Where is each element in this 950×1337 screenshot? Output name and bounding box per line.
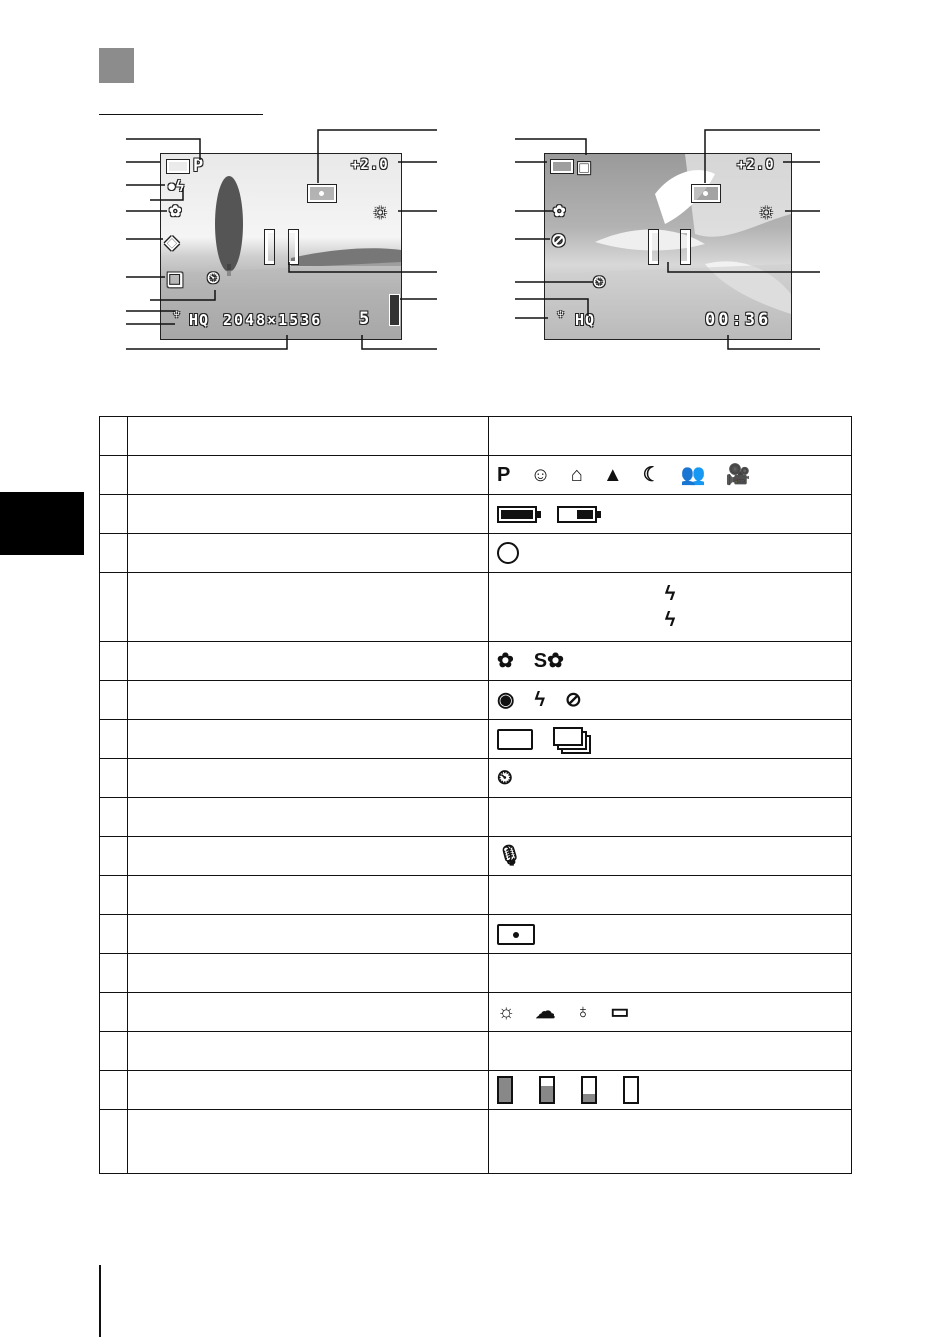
- item-name-cell: [128, 642, 489, 681]
- item-name-cell: [128, 759, 489, 798]
- memory-gauge-2-icon: [581, 1076, 597, 1104]
- item-name-cell: [128, 915, 489, 954]
- indication-cell: [489, 642, 852, 681]
- indication-cell: [489, 1110, 852, 1174]
- table-row: [100, 534, 852, 573]
- callout-leaders: [0, 0, 950, 400]
- item-number-cell: [100, 534, 128, 573]
- table-row: [100, 456, 852, 495]
- item-name-cell: [128, 876, 489, 915]
- table-row: [100, 642, 852, 681]
- table-row: [100, 798, 852, 837]
- indication-cell: [489, 759, 852, 798]
- table-row: [100, 993, 852, 1032]
- table-row: [100, 1032, 852, 1071]
- item-number-cell: [100, 642, 128, 681]
- indication-cell: [489, 534, 852, 573]
- record-quality: HQ: [189, 311, 210, 329]
- indication-cell: [489, 573, 852, 642]
- indication-cell: [489, 1071, 852, 1110]
- indication-icons: [497, 1002, 843, 1022]
- item-number-cell: [100, 720, 128, 759]
- indication-cell: [489, 456, 852, 495]
- memory-gauge-full-icon: [497, 1076, 513, 1104]
- portrait-icon: ☺: [530, 464, 551, 486]
- spot-metering-icon: [308, 185, 336, 202]
- self-timer-icon: ⏲: [207, 270, 220, 287]
- item-name-cell: [128, 456, 489, 495]
- macro-icon: ✿: [553, 203, 566, 220]
- item-name-cell: [128, 417, 489, 456]
- item-name-cell: [128, 534, 489, 573]
- item-name-cell: [128, 798, 489, 837]
- sunny-icon: ☼: [497, 1001, 516, 1023]
- super-macro-icon: S✿: [533, 650, 564, 672]
- indication-cell: [489, 954, 852, 993]
- battery-icon: [551, 160, 573, 178]
- self-timer-icon: ⏲: [497, 767, 513, 789]
- item-number-cell: [100, 798, 128, 837]
- record-quality: HQ: [575, 311, 596, 329]
- battery-full-icon: [497, 506, 537, 523]
- microphone-icon: ♆: [555, 306, 567, 323]
- title-underline: [99, 114, 263, 115]
- record-mode-letter: P: [193, 156, 206, 176]
- item-number-cell: [100, 1071, 128, 1110]
- indication-cell: [489, 720, 852, 759]
- item-name-cell: [128, 573, 489, 642]
- self-timer-icon: ⏲: [593, 274, 606, 291]
- sequential-icon: ❏: [167, 270, 184, 290]
- indication-icons: [497, 542, 843, 564]
- red-eye-icon: ◈: [165, 232, 179, 252]
- microphone-icon: 🎙: [497, 845, 523, 867]
- indication-icons: [497, 924, 843, 945]
- item-number-cell: [100, 417, 128, 456]
- spot-metering-icon: [692, 185, 720, 202]
- landscape-portrait-icon: ⌂: [570, 464, 583, 486]
- item-name-cell: [128, 495, 489, 534]
- indication-icons: [497, 651, 843, 671]
- item-number-cell: [100, 915, 128, 954]
- white-balance-icon: ☼: [371, 200, 390, 222]
- item-number-cell: [100, 993, 128, 1032]
- table-row: [100, 1110, 852, 1174]
- battery-icon: [167, 160, 189, 178]
- item-number-cell: [100, 573, 128, 642]
- microphone-icon: ♆: [171, 306, 183, 323]
- fill-in-flash-icon: ϟ: [534, 689, 546, 711]
- indication-cell: [489, 1032, 852, 1071]
- indication-icons: [497, 690, 843, 710]
- indication-cell: [489, 798, 852, 837]
- item-name-cell: [128, 1110, 489, 1174]
- indication-cell: [489, 915, 852, 954]
- indication-cell: [489, 417, 852, 456]
- item-name-cell: [128, 954, 489, 993]
- movie-mode-screen: [544, 153, 792, 340]
- item-name-cell: [128, 1071, 489, 1110]
- exposure-compensation: +2.0: [737, 157, 775, 173]
- indication-cell: [489, 837, 852, 876]
- display-items-table: [99, 416, 852, 1174]
- table-row: [100, 915, 852, 954]
- spot-metering-icon: [497, 924, 535, 945]
- memory-gauge: [389, 294, 400, 326]
- table-row: [100, 837, 852, 876]
- item-number-cell: [100, 1032, 128, 1071]
- af-flash-icon: ●ϟ: [167, 178, 184, 195]
- item-number-cell: [100, 1110, 128, 1174]
- frames-remaining: 5: [359, 309, 372, 329]
- indication-icons: [497, 1076, 843, 1104]
- macro-icon: ✿: [169, 203, 182, 220]
- item-number-cell: [100, 954, 128, 993]
- p-icon: P: [497, 464, 511, 486]
- item-number-cell: [100, 876, 128, 915]
- table-row: [100, 495, 852, 534]
- table-row: [100, 759, 852, 798]
- item-number-cell: [100, 681, 128, 720]
- af-target-left: [649, 230, 658, 264]
- memory-gauge-empty-icon: [623, 1076, 639, 1104]
- flash-standby-icon: ϟ: [664, 583, 676, 605]
- table-header-row: [100, 417, 852, 456]
- camera-shake-icon: ϟ: [664, 609, 676, 631]
- section-marker: [99, 48, 134, 83]
- item-number-cell: [100, 495, 128, 534]
- recording-time: 00:36: [705, 310, 772, 330]
- resolution: 2048×1536: [223, 311, 323, 329]
- indication-cell: [489, 993, 852, 1032]
- landscape-icon: ▲: [602, 464, 623, 486]
- item-name-cell: [128, 720, 489, 759]
- indication-icons: [497, 727, 843, 751]
- item-name-cell: [128, 681, 489, 720]
- indication-icons: [497, 768, 843, 788]
- tungsten-icon: ♁: [575, 1001, 591, 1023]
- still-mode-screen: [160, 153, 402, 340]
- flash-off-icon: ⊘: [551, 230, 567, 250]
- item-number-cell: [100, 837, 128, 876]
- item-name-cell: [128, 837, 489, 876]
- indication-icons: [497, 506, 843, 523]
- movie-icon: 🎥: [725, 464, 751, 486]
- single-frame-icon: [497, 729, 533, 750]
- night-scene-icon: ☾: [642, 464, 661, 486]
- item-number-cell: [100, 456, 128, 495]
- indication-icons: [497, 584, 843, 630]
- table-row: [100, 681, 852, 720]
- table-row: [100, 876, 852, 915]
- battery-low-icon: [557, 506, 597, 523]
- indication-icons: [497, 846, 843, 866]
- item-name-cell: [128, 993, 489, 1032]
- item-number-cell: [100, 759, 128, 798]
- movie-mode-icon: ▣: [577, 159, 592, 176]
- indication-icons: [497, 465, 843, 485]
- flash-off-icon: ⊘: [565, 689, 582, 711]
- chapter-tab: [0, 492, 84, 555]
- red-eye-icon: ◉: [497, 689, 515, 711]
- af-target-left: [265, 230, 274, 264]
- self-portrait-icon: 👥: [680, 464, 706, 486]
- fluorescent-icon: ▭: [610, 1001, 630, 1023]
- item-name-cell: [128, 1032, 489, 1071]
- table-row: [100, 573, 852, 642]
- indication-cell: [489, 681, 852, 720]
- exposure-compensation: +2.0: [351, 157, 389, 173]
- indication-cell: [489, 876, 852, 915]
- table-row: [100, 720, 852, 759]
- af-target-right: [681, 230, 690, 264]
- table-row: [100, 1071, 852, 1110]
- table-row: [100, 954, 852, 993]
- memory-gauge-3-icon: [539, 1076, 555, 1104]
- cloudy-icon: ☁: [535, 1001, 556, 1023]
- page-rule: [99, 1265, 101, 1337]
- indication-cell: [489, 495, 852, 534]
- macro-icon: ✿: [497, 650, 514, 672]
- af-confirm-icon: [497, 542, 519, 564]
- white-balance-icon: ☼: [757, 200, 776, 222]
- af-target-right: [289, 230, 298, 264]
- sequential-icon: [553, 727, 589, 751]
